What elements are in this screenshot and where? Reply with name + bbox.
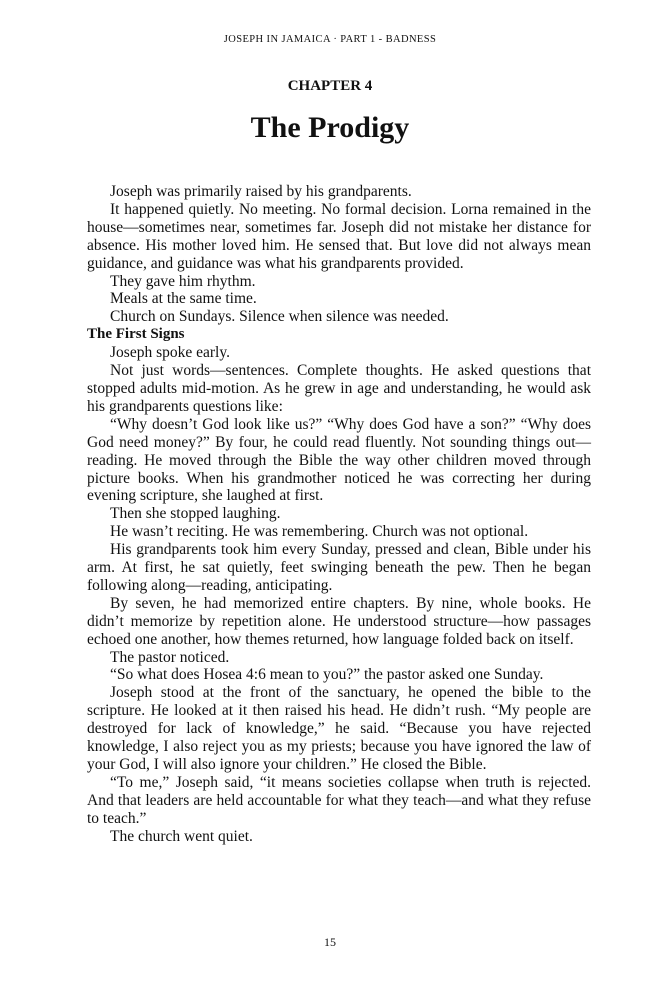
paragraph: His grandparents took him every Sunday, pressed and clean, Bible under his arm. At first, he sat quietly, feet swinging beneath the pew. Then he began following along—reading, anticipating. <box>87 541 591 594</box>
running-head: JOSEPH IN JAMAICA · PART 1 - BADNESS <box>223 34 437 45</box>
paragraph: “To me,” Joseph said, “it means societies collapse when truth is rejected. And that leaders are held accountable for what they teach—and what they refuse to teach.” <box>87 773 591 827</box>
paragraph: Then she stopped laughing. <box>110 505 281 523</box>
paragraph: “Why doesn’t God look like us?” “Why does God have a son?” “Why does God need money?” By four, he could read fluently. Not sounding things out—reading. He moved through the Bible the way other children moved through picture books. When his grandmother noticed he was correcting her during evening scripture, she laughed at first. <box>87 415 591 505</box>
chapter-title: The Prodigy <box>250 111 410 144</box>
paragraph: Not just words—sentences. Complete thoughts. He asked questions that stopped adults mid-motion. As he grew in age and understanding, he would ask his grandparents questions like: <box>87 362 591 415</box>
paragraph: The pastor noticed. <box>110 648 230 666</box>
paragraph: He wasn’t reciting. He was remembering. Church was not optional. <box>110 523 529 541</box>
paragraph: Joseph spoke early. <box>110 344 230 362</box>
paragraph: “So what does Hosea 4:6 mean to you?” the pastor asked one Sunday. <box>110 666 544 684</box>
paragraph: Joseph stood at the front of the sanctuary, he opened the bible to the scripture. He looked at it then raised his head. He didn’t rush. “My people are destroyed for lack of knowledge,” he said. “Because you have rejected knowledge, I also reject you as my priests; because you have ignored the law of your God, I will also ignore your children.” He closed the Bible. <box>87 684 591 773</box>
section-heading: The First Signs <box>87 326 185 343</box>
paragraph: Joseph was primarily raised by his grandparents. <box>110 183 412 200</box>
chapter-body <box>87 183 591 846</box>
paragraph: It happened quietly. No meeting. No formal decision. Lorna remained in the house—sometimes near, sometimes far. Joseph did not mistake her distance for absence. His mother loved him. He sensed that. But love did not always mean guidance, and guidance was what his grandparents provided. <box>87 200 591 272</box>
paragraph: They gave him rhythm. <box>110 272 256 290</box>
chapter-label: CHAPTER 4 <box>287 78 373 94</box>
page-number: 15 <box>324 935 336 949</box>
paragraph: Church on Sundays. Silence when silence was needed. <box>110 308 449 326</box>
paragraph: The church went quiet. <box>110 827 253 845</box>
paragraph: Meals at the same time. <box>110 290 257 308</box>
paragraph: By seven, he had memorized entire chapters. By nine, whole books. He didn’t memorize by repetition alone. He understood structure—how passages echoed one another, how themes returned, how language folded back on itself. <box>87 594 591 648</box>
